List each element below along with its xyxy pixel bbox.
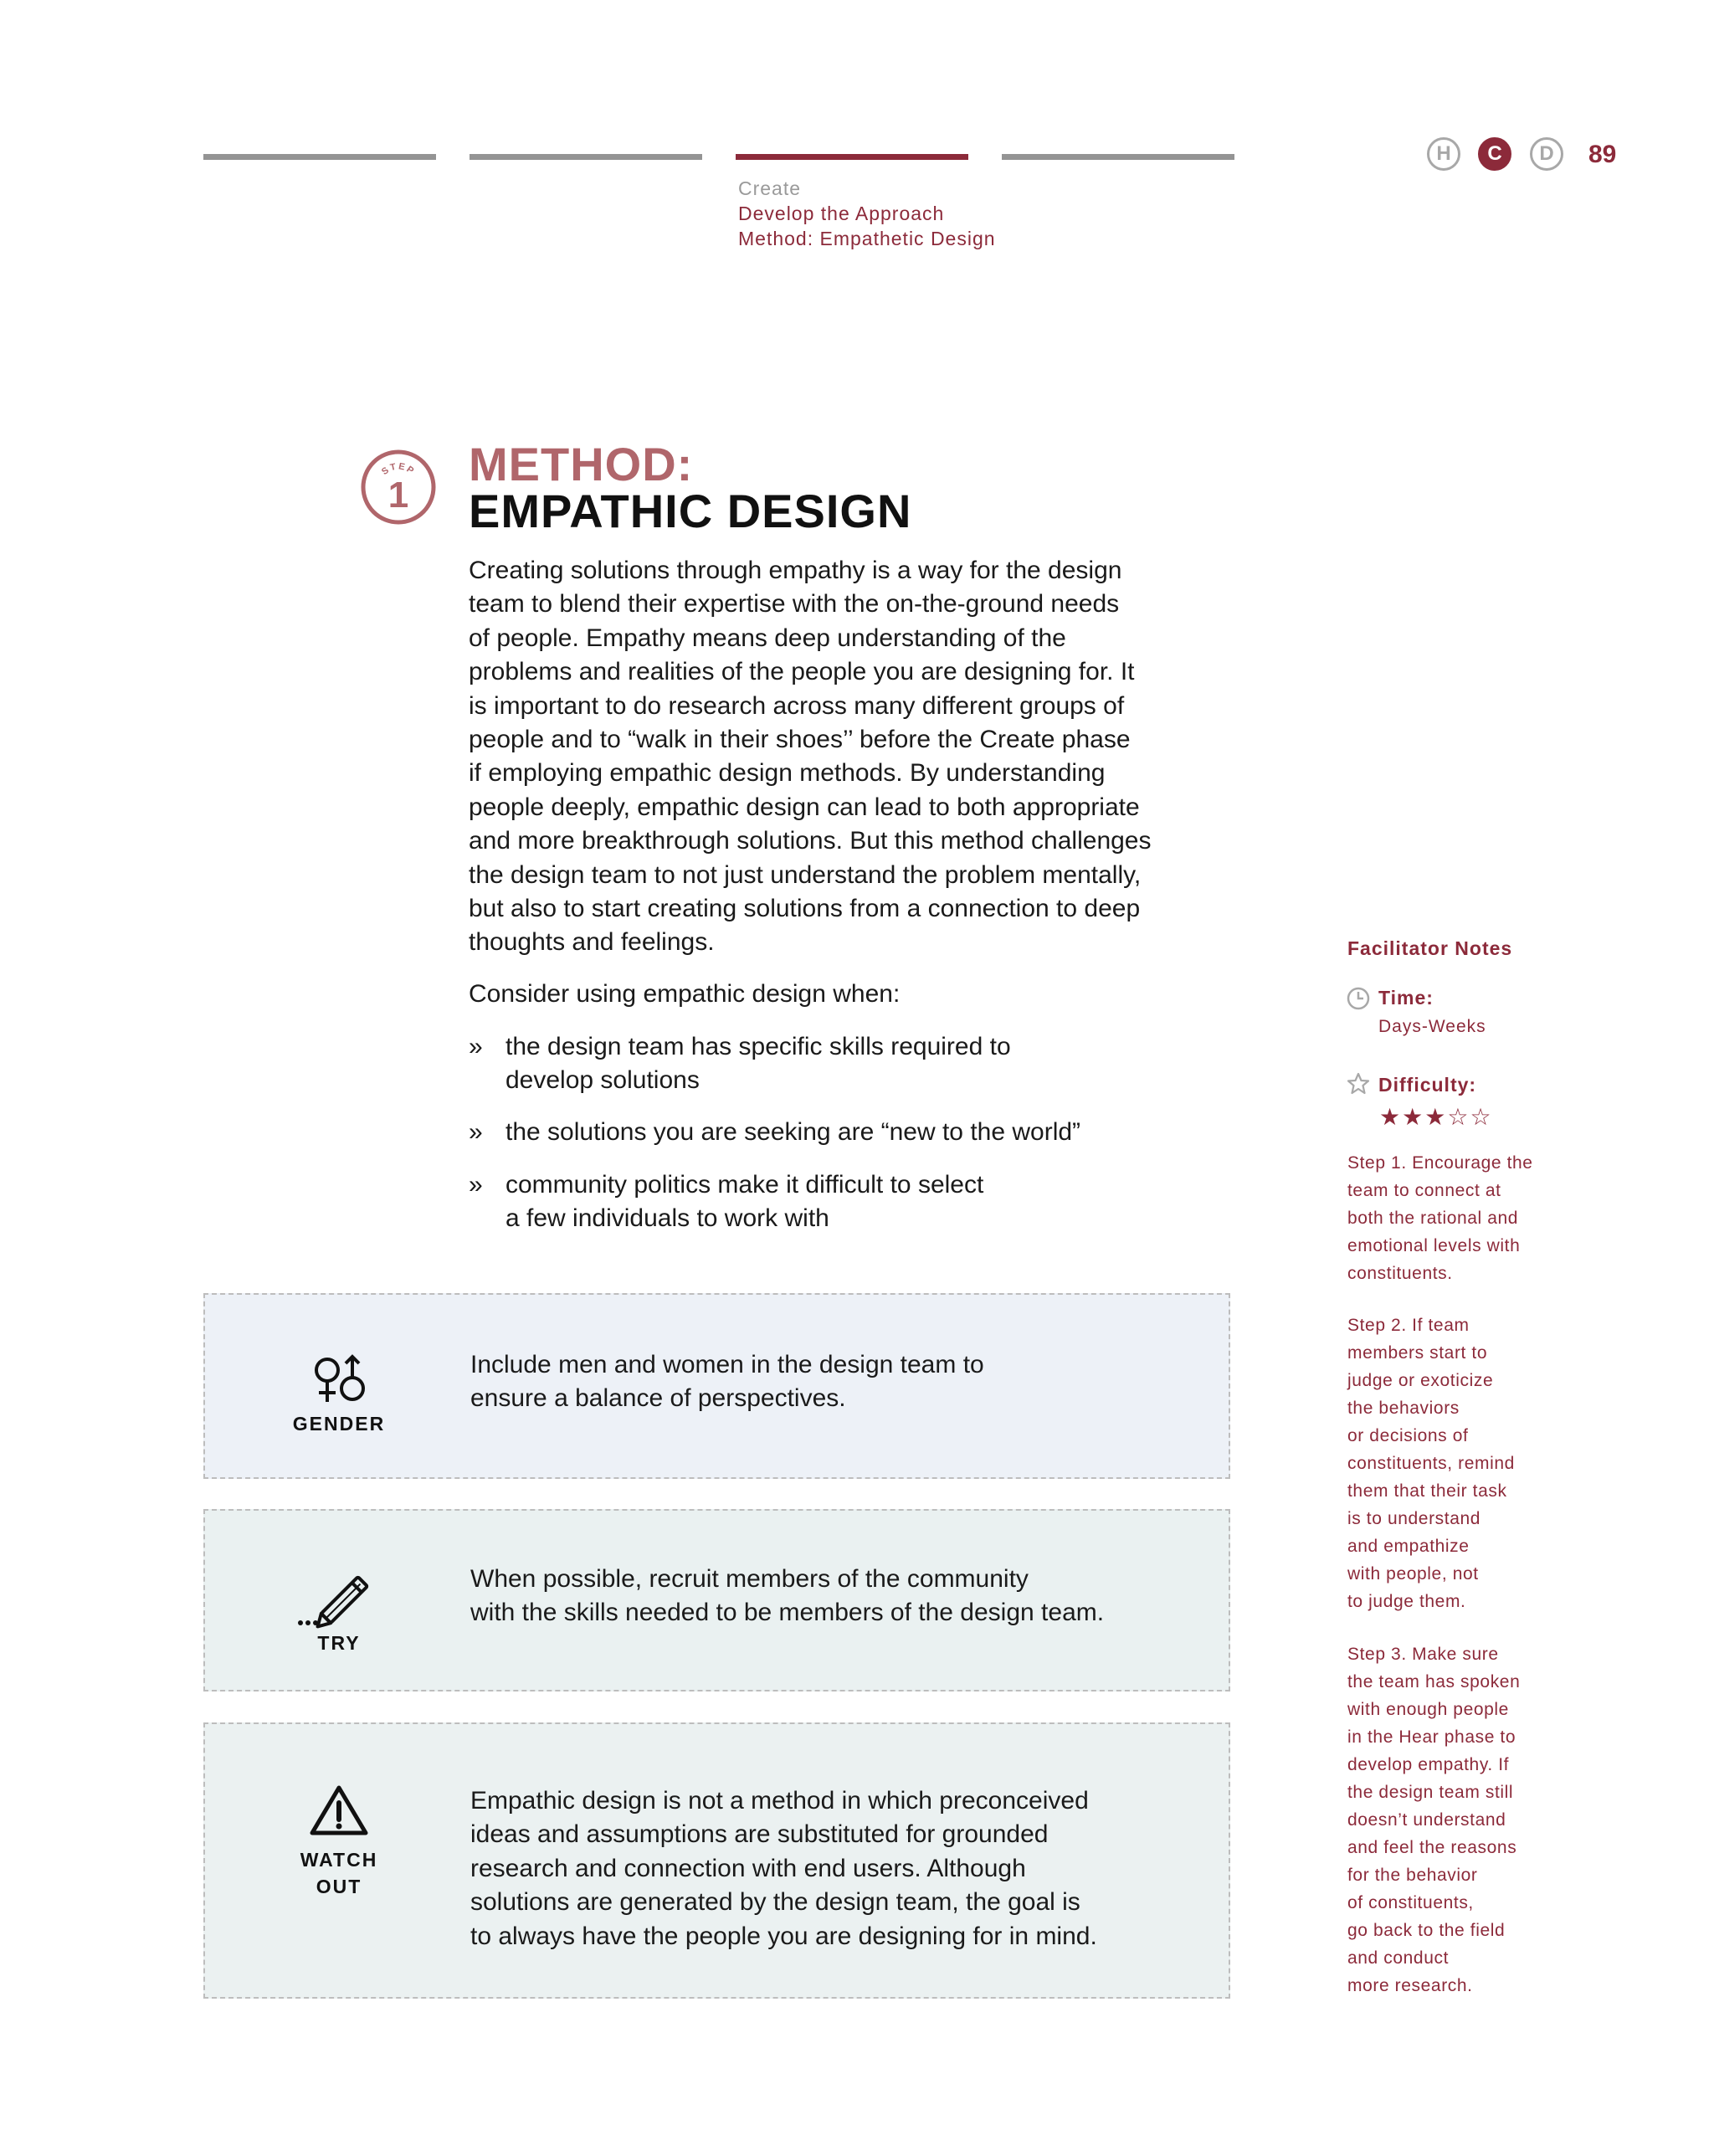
paragraph-line: Creating solutions through empathy is a way for the design bbox=[469, 557, 1122, 584]
step-note-line: doesn’t understand bbox=[1347, 1810, 1506, 1830]
step-note-line: to judge them. bbox=[1347, 1592, 1466, 1611]
lead-in-text: Consider using empathic design when: bbox=[469, 980, 901, 1008]
bullet-line: community politics make it difficult to select bbox=[505, 1171, 984, 1199]
progress-bar-3-active bbox=[736, 154, 968, 160]
time-label: Time: bbox=[1378, 987, 1434, 1009]
step-note-line: emotional levels with bbox=[1347, 1236, 1521, 1255]
gender-callout bbox=[203, 1293, 1230, 1479]
facilitator-step-2 bbox=[1347, 1312, 1565, 1615]
step-note-line: is to understand bbox=[1347, 1509, 1481, 1528]
step-note-line: go back to the field bbox=[1347, 1921, 1506, 1940]
step-note-line: members start to bbox=[1347, 1343, 1488, 1363]
breadcrumb-method[interactable]: Method: Empathetic Design bbox=[738, 228, 996, 249]
watch-out-label-line: WATCH bbox=[300, 1849, 378, 1871]
star-filled-icon: ★ bbox=[1402, 1104, 1425, 1130]
clock-icon bbox=[1346, 986, 1371, 1011]
step-note-line: more research. bbox=[1347, 1976, 1473, 1995]
step-note-line: with people, not bbox=[1347, 1564, 1479, 1584]
bullet-line: the solutions you are seeking are “new to the world” bbox=[505, 1118, 1081, 1146]
step-note-line: in the Hear phase to bbox=[1347, 1727, 1516, 1747]
step-note-line: and feel the reasons bbox=[1347, 1838, 1517, 1857]
paragraph-line: but also to start creating solutions from a connection to deep bbox=[469, 895, 1141, 923]
callout-line: Empathic design is not a method in which preconceived bbox=[470, 1787, 1089, 1815]
time-value: Days-Weeks bbox=[1378, 1017, 1486, 1036]
step-note-line: and conduct bbox=[1347, 1948, 1450, 1968]
callout-line: research and connection with end users. Although bbox=[470, 1854, 1026, 1882]
step-note-line: of constituents, bbox=[1347, 1893, 1474, 1912]
facilitator-step-1 bbox=[1347, 1149, 1565, 1287]
difficulty-label: Difficulty: bbox=[1378, 1074, 1477, 1096]
bullet-line: the design team has specific skills required to bbox=[505, 1033, 1011, 1060]
star-outline-icon bbox=[1346, 1071, 1371, 1096]
breadcrumb-section[interactable]: Develop the Approach bbox=[738, 203, 945, 224]
callout-line: Include men and women in the design team to bbox=[470, 1351, 984, 1378]
difficulty-rating bbox=[1379, 1103, 1493, 1131]
method-title-prefix: METHOD: bbox=[469, 438, 694, 490]
paragraph-line: and more breakthrough solutions. But this method challenges bbox=[469, 827, 1152, 855]
paragraph-line: thoughts and feelings. bbox=[469, 928, 715, 957]
callout-line: When possible, recruit members of the community bbox=[470, 1565, 1029, 1593]
step-note-line: Step 2. If team bbox=[1347, 1316, 1470, 1335]
callout-line: solutions are generated by the design team, the goal is bbox=[470, 1888, 1080, 1917]
paragraph-line: people and to “walk in their shoes’’ before the Create phase bbox=[469, 726, 1131, 754]
gender-text bbox=[470, 1348, 984, 1416]
step-note-line: develop empathy. If bbox=[1347, 1755, 1510, 1774]
watch-out-text bbox=[470, 1784, 1097, 1953]
try-text bbox=[470, 1563, 1104, 1630]
step-label: STEP bbox=[380, 461, 417, 478]
method-title: EMPATHIC DESIGN bbox=[469, 485, 912, 537]
star-filled-icon: ★ bbox=[1424, 1104, 1448, 1130]
bullet-line: a few individuals to work with bbox=[505, 1204, 829, 1233]
callout-line: ideas and assumptions are substituted for grounded bbox=[470, 1820, 1049, 1849]
list-item bbox=[469, 1168, 1142, 1236]
paragraph-line: people deeply, empathic design can lead to both appropriate bbox=[469, 793, 1140, 821]
progress-bar-4 bbox=[1002, 154, 1234, 160]
step-note-line: the behaviors bbox=[1347, 1399, 1460, 1418]
progress-bar-2 bbox=[470, 154, 702, 160]
facilitator-notes-title: Facilitator Notes bbox=[1347, 937, 1513, 959]
step-note-line: for the behavior bbox=[1347, 1866, 1478, 1885]
paragraph-line: problems and realities of the people you are designing for. It bbox=[469, 658, 1135, 686]
step-number: 1 bbox=[387, 475, 409, 516]
breadcrumb-phase[interactable]: Create bbox=[738, 177, 802, 199]
watch-out-label bbox=[272, 1846, 406, 1900]
bullet-line: develop solutions bbox=[505, 1066, 700, 1095]
step-note-line: with enough people bbox=[1347, 1700, 1509, 1719]
step-note-line: constituents. bbox=[1347, 1264, 1453, 1283]
phase-nav-deliver[interactable]: D bbox=[1530, 137, 1563, 171]
phase-nav-create[interactable]: C bbox=[1478, 137, 1511, 171]
list-item bbox=[469, 1116, 1142, 1149]
progress-bar-1 bbox=[203, 154, 436, 160]
gender-label: GENDER bbox=[292, 1413, 386, 1435]
bullet-marker: » bbox=[469, 1171, 483, 1199]
step-note-line: the design team still bbox=[1347, 1783, 1514, 1802]
step-badge-icon bbox=[360, 449, 437, 526]
callout-line: with the skills needed to be members of the design team. bbox=[470, 1599, 1105, 1627]
paragraph-line: if employing empathic design methods. By understanding bbox=[469, 759, 1106, 788]
star-filled-icon: ★ bbox=[1379, 1104, 1403, 1130]
step-note-line: Step 1. Encourage the bbox=[1347, 1153, 1533, 1173]
facilitator-step-3 bbox=[1347, 1640, 1565, 1999]
star-empty-icon: ☆ bbox=[1447, 1104, 1470, 1130]
paragraph-line: team to blend their expertise with the on-the-ground needs bbox=[469, 590, 1120, 619]
step-note-line: the team has spoken bbox=[1347, 1672, 1521, 1691]
bullet-marker: » bbox=[469, 1118, 483, 1146]
step-note-line: team to connect at bbox=[1347, 1181, 1501, 1200]
pencil-icon bbox=[297, 1568, 381, 1635]
step-note-line: Step 3. Make sure bbox=[1347, 1645, 1499, 1664]
breadcrumb bbox=[738, 176, 996, 251]
list-item bbox=[469, 1030, 1142, 1098]
callout-line: ensure a balance of perspectives. bbox=[470, 1384, 846, 1413]
step-note-line: both the rational and bbox=[1347, 1209, 1519, 1228]
watch-out-label-line: OUT bbox=[316, 1876, 362, 1897]
star-empty-icon: ☆ bbox=[1470, 1104, 1493, 1130]
phase-nav-hear[interactable]: H bbox=[1427, 137, 1460, 171]
watch-out-callout bbox=[203, 1722, 1230, 1999]
paragraph-line: is important to do research across many different groups of bbox=[469, 691, 1125, 720]
callout-line: to always have the people you are designing for in mind. bbox=[470, 1922, 1097, 1950]
try-label: TRY bbox=[317, 1632, 361, 1654]
gender-icon bbox=[310, 1353, 372, 1407]
warning-icon bbox=[309, 1784, 369, 1838]
paragraph-line: of people. Empathy means deep understanding of the bbox=[469, 624, 1066, 652]
page-number: 89 bbox=[1588, 141, 1617, 168]
intro-paragraph bbox=[469, 554, 1255, 960]
step-note-line: constituents, remind bbox=[1347, 1454, 1515, 1473]
step-note-line: judge or exoticize bbox=[1347, 1371, 1494, 1390]
bullet-marker: » bbox=[469, 1033, 483, 1060]
step-note-line: or decisions of bbox=[1347, 1426, 1469, 1445]
step-note-line: and empathize bbox=[1347, 1537, 1470, 1556]
paragraph-line: the design team to not just understand the problem mentally, bbox=[469, 860, 1142, 889]
step-note-line: them that their task bbox=[1347, 1481, 1507, 1501]
try-callout bbox=[203, 1509, 1230, 1691]
